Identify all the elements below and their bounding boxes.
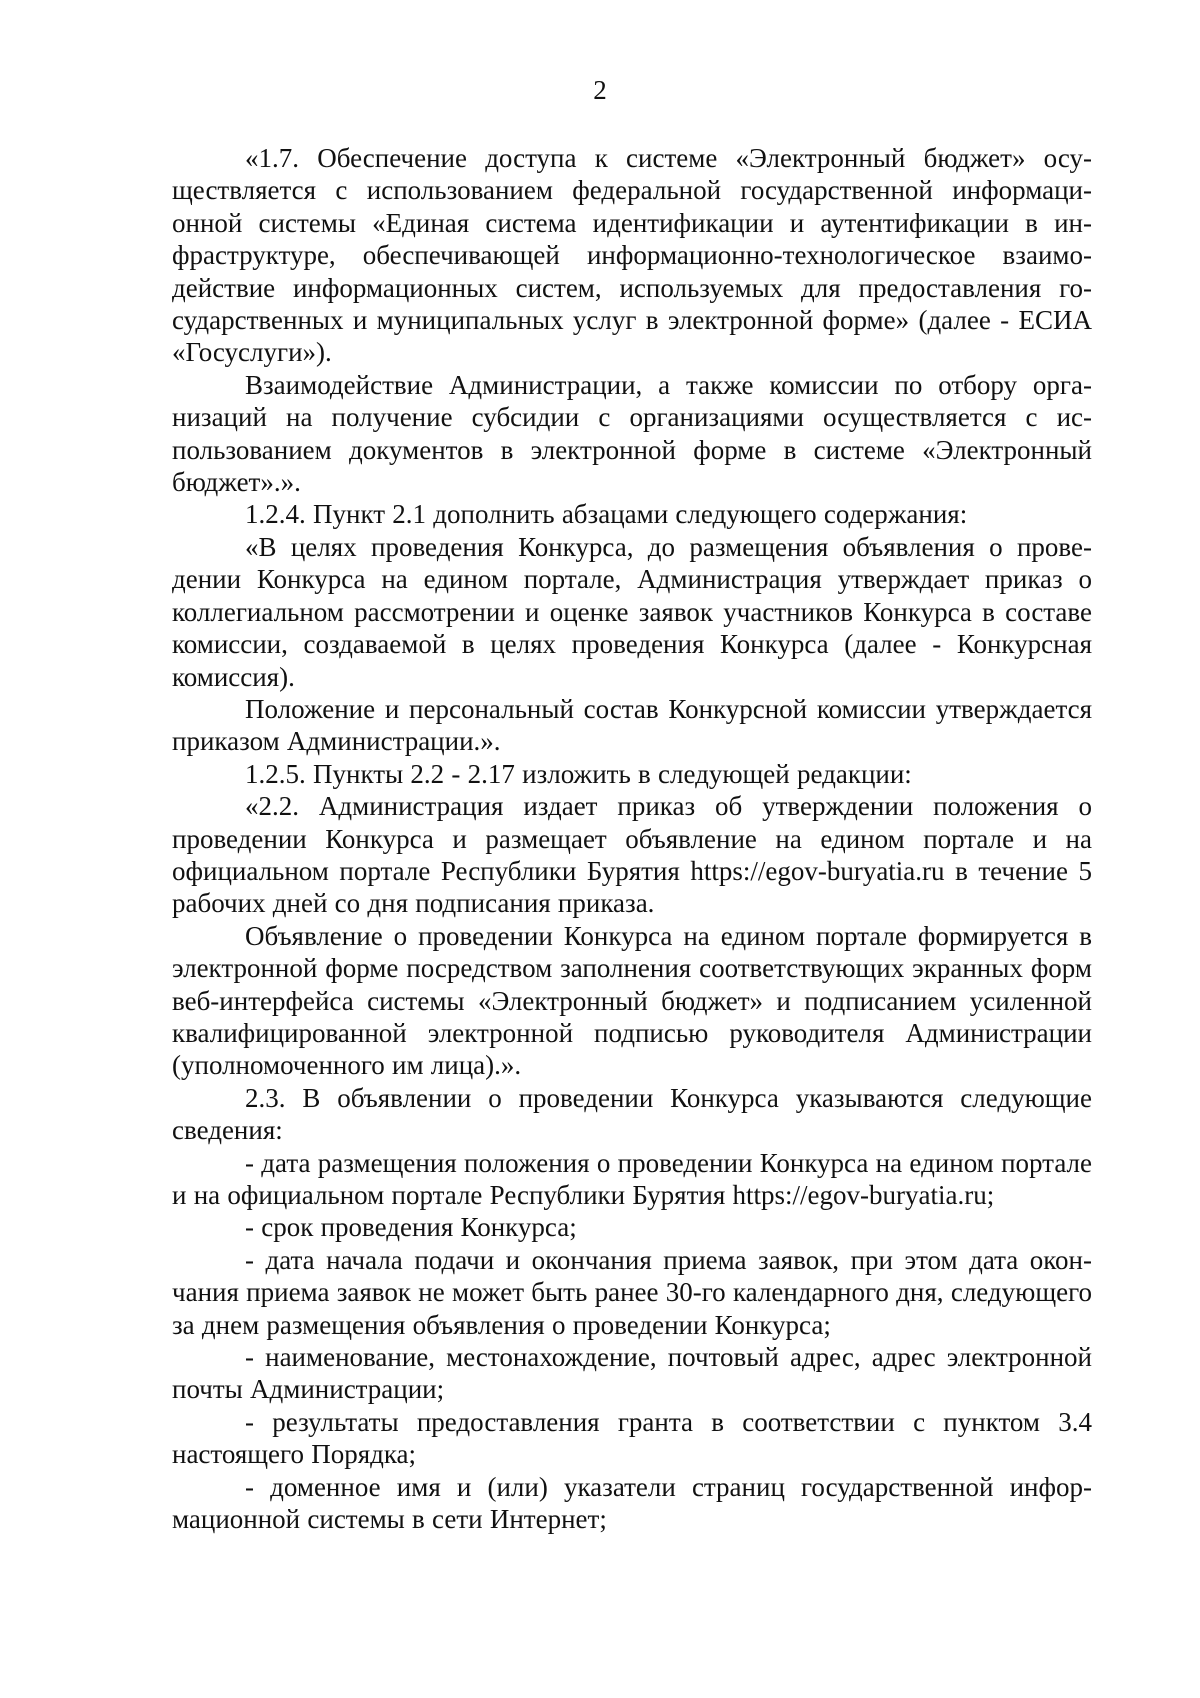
- list-item-placement-date: - дата размещения положения о проведении Конкурса на едином портале и на официальном портале Республики Бурятия https://egov-buryatia.ru;: [172, 1147, 1092, 1210]
- page-number: 2: [593, 75, 607, 105]
- paragraph-commission-composition: Положение и персональный состав Конкурсной комиссии утверждается приказом Администрации.».: [172, 693, 1092, 757]
- document-body: [172, 142, 1092, 1535]
- paragraph-interaction-electronic-budget: Взаимодействие Администрации, а также комиссии по отбору организаций на получение субсидии с организациями осуществляется с использованием документов в электронной форме в системе «Электронный бюджет».».: [172, 369, 1092, 498]
- paragraph-1-2-4: 1.2.4. Пункт 2.1 дополнить абзацами следующего содержания:: [245, 499, 968, 530]
- paragraph-announcement-formation: Объявление о проведении Конкурса на едином портале формируется в электронной форме посредством заполнения соответствующих экранных форм веб-интерфейса системы «Электронный бюджет» и подписанием усиленной квалифицированной электронной подписью руководителя Администрации (уполномоченного им лица).».: [172, 920, 1092, 1081]
- paragraph-1-7-esia-access: «1.7. Обеспечение доступа к системе «Электронный бюджет» осуществляется с использованием федеральной государственной информационной системы «Единая система идентификации и аутентификации в инфраструктуре, обеспечивающей информационно-технологическое взаимодействие информационных систем, используемых для предоставления государственных и муниципальных услуг в электронной форме» (далее - ЕСИА «Госуслуги»).: [172, 143, 1092, 368]
- list-item-application-dates: - дата начала подачи и окончания приема заявок, при этом дата окончания приема заявок не может быть ранее 30-го календарного дня, следующего за днем размещения объявления о проведении Конкурса;: [172, 1244, 1092, 1340]
- paragraph-2-2: «2.2. Администрация издает приказ об утверждении положения о проведении Конкурса и размещает объявление на едином портале и на официальном портале Республики Бурятия https://egov-buryatia.ru в течение 5 рабочих дней со дня подписания приказа.: [172, 791, 1092, 919]
- list-item-competition-period: - срок проведения Конкурса;: [245, 1212, 577, 1243]
- list-item-administration-address: - наименование, местонахождение, почтовый адрес, адрес электронной почты Администрации;: [172, 1342, 1092, 1405]
- paragraph-2-3: 2.3. В объявлении о проведении Конкурса указываются следующие сведения:: [172, 1082, 1092, 1146]
- paragraph-1-2-5: 1.2.5. Пункты 2.2 - 2.17 изложить в следующей редакции:: [245, 758, 912, 789]
- paragraph-competition-commission-order: «В целях проведения Конкурса, до размещения объявления о проведении Конкурса на едином портале, Администрация утверждает приказ о коллегиальном рассмотрении и оценке заявок участников Конкурса в составе комиссии, создаваемой в целях проведения Конкурса (далее - Конкурсная комиссия).: [172, 531, 1092, 692]
- list-item-grant-results: - результаты предоставления гранта в соответствии с пунктом 3.4 настоящего Порядка;: [172, 1406, 1092, 1470]
- list-item-domain-name: - доменное имя и (или) указатели страниц государственной информационной системы в сети Интернет;: [172, 1471, 1092, 1535]
